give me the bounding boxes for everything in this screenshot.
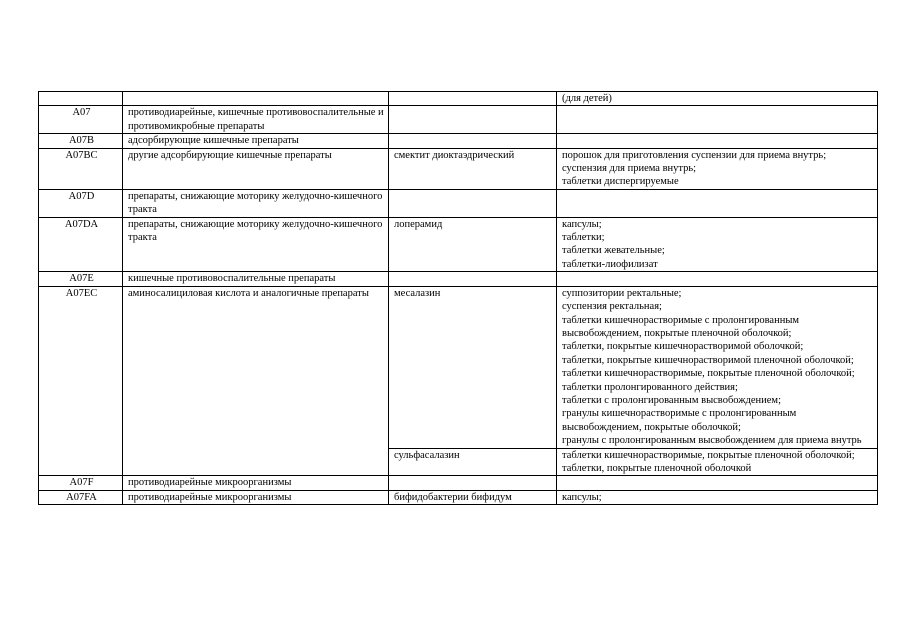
dosage-form-line: таблетки кишечнорастворимые с пролонгированным высвобождением, покрытые пленочной оболочкой; <box>562 314 800 339</box>
atc-code-cell: A07B <box>39 134 123 148</box>
dosage-form-line: таблетки кишечнорастворимые, покрытые пленочной оболочкой; <box>562 449 855 461</box>
atc-code-cell: A07E <box>39 272 123 286</box>
table-row <box>39 106 878 134</box>
table-row <box>39 476 878 490</box>
drug-name-cell <box>389 476 557 490</box>
pharmacological-group-cell: противодиарейные микроорганизмы <box>123 490 389 504</box>
drug-name-cell <box>389 134 557 148</box>
atc-code-cell <box>39 92 123 106</box>
atc-code-cell: A07D <box>39 189 123 217</box>
dosage-forms-cell <box>557 189 878 217</box>
atc-code-cell: A07F <box>39 476 123 490</box>
atc-code-cell: A07DA <box>39 217 123 272</box>
atc-drug-table <box>38 91 878 505</box>
dosage-form-line: таблетки с пролонгированным высвобождением; <box>562 394 781 406</box>
dosage-form-line: капсулы; <box>562 491 602 503</box>
dosage-forms-cell <box>557 92 878 106</box>
dosage-form-line: таблетки кишечнорастворимые, покрытые пленочной оболочкой; <box>562 368 855 380</box>
dosage-form-line: таблетки жевательные; <box>562 245 665 257</box>
dosage-form-line: гранулы кишечнорастворимые с пролонгированным высвобождением, покрытые оболочкой; <box>562 408 797 433</box>
drug-name-cell: сульфасалазин <box>389 448 557 476</box>
pharmacological-group-cell: препараты, снижающие моторику желудочно-кишечного тракта <box>123 217 389 272</box>
pharmacological-group-cell: препараты, снижающие моторику желудочно-кишечного тракта <box>123 189 389 217</box>
dosage-forms-cell <box>557 490 878 504</box>
dosage-forms-cell <box>557 476 878 490</box>
atc-code-cell: A07 <box>39 106 123 134</box>
drug-name-cell: лоперамид <box>389 217 557 272</box>
table-row <box>39 92 878 106</box>
dosage-form-line: таблетки пролонгированного действия; <box>562 381 738 393</box>
dosage-forms-cell <box>557 148 878 189</box>
table-row <box>39 134 878 148</box>
drug-name-cell: месалазин <box>389 286 557 448</box>
dosage-form-line: суспензия для приема внутрь; <box>562 163 697 175</box>
dosage-form-line: суспензия ректальная; <box>562 301 662 313</box>
table-row <box>39 217 878 272</box>
dosage-form-line: таблетки; <box>562 232 605 244</box>
dosage-form-line: таблетки диспергируемые <box>562 176 679 188</box>
dosage-form-line: таблетки, покрытые кишечнорастворимой пленочной оболочкой; <box>562 354 854 366</box>
pharmacological-group-cell: противодиарейные микроорганизмы <box>123 476 389 490</box>
dosage-forms-cell <box>557 106 878 134</box>
table-row <box>39 286 878 448</box>
drug-name-cell <box>389 106 557 134</box>
pharmacological-group-cell: кишечные противовоспалительные препараты <box>123 272 389 286</box>
drug-name-cell: бифидобактерии бифидум <box>389 490 557 504</box>
dosage-form-line: таблетки, покрытые пленочной оболочкой <box>562 462 752 474</box>
dosage-form-line: порошок для приготовления суспензии для приема внутрь; <box>562 149 827 161</box>
drug-name-cell: смектит диоктаэдрический <box>389 148 557 189</box>
table-row <box>39 272 878 286</box>
atc-code-cell: A07BC <box>39 148 123 189</box>
dosage-form-line: суппозитории ректальные; <box>562 287 682 299</box>
drug-name-cell <box>389 92 557 106</box>
drug-name-cell <box>389 189 557 217</box>
table-row <box>39 189 878 217</box>
dosage-form-line: таблетки-лиофилизат <box>562 258 658 270</box>
drug-name-cell <box>389 272 557 286</box>
dosage-form-line: капсулы; <box>562 218 602 230</box>
atc-code-cell: A07FA <box>39 490 123 504</box>
pharmacological-group-cell: адсорбирующие кишечные препараты <box>123 134 389 148</box>
table-row <box>39 490 878 504</box>
dosage-form-line: таблетки, покрытые кишечнорастворимой оболочкой; <box>562 341 804 353</box>
dosage-forms-cell <box>557 448 878 476</box>
dosage-forms-cell <box>557 272 878 286</box>
table-row <box>39 148 878 189</box>
pharmacological-group-cell: аминосалициловая кислота и аналогичные препараты <box>123 286 389 476</box>
dosage-forms-cell <box>557 286 878 448</box>
atc-code-cell: A07EC <box>39 286 123 476</box>
dosage-form-line: (для детей) <box>562 93 612 104</box>
dosage-forms-cell <box>557 134 878 148</box>
dosage-form-line: гранулы с пролонгированным высвобождением для приема внутрь <box>562 435 862 447</box>
pharmacological-group-cell: другие адсорбирующие кишечные препараты <box>123 148 389 189</box>
pharmacological-group-cell <box>123 92 389 106</box>
dosage-forms-cell <box>557 217 878 272</box>
pharmacological-group-cell: противодиарейные, кишечные противовоспалительные и противомикробные препараты <box>123 106 389 134</box>
